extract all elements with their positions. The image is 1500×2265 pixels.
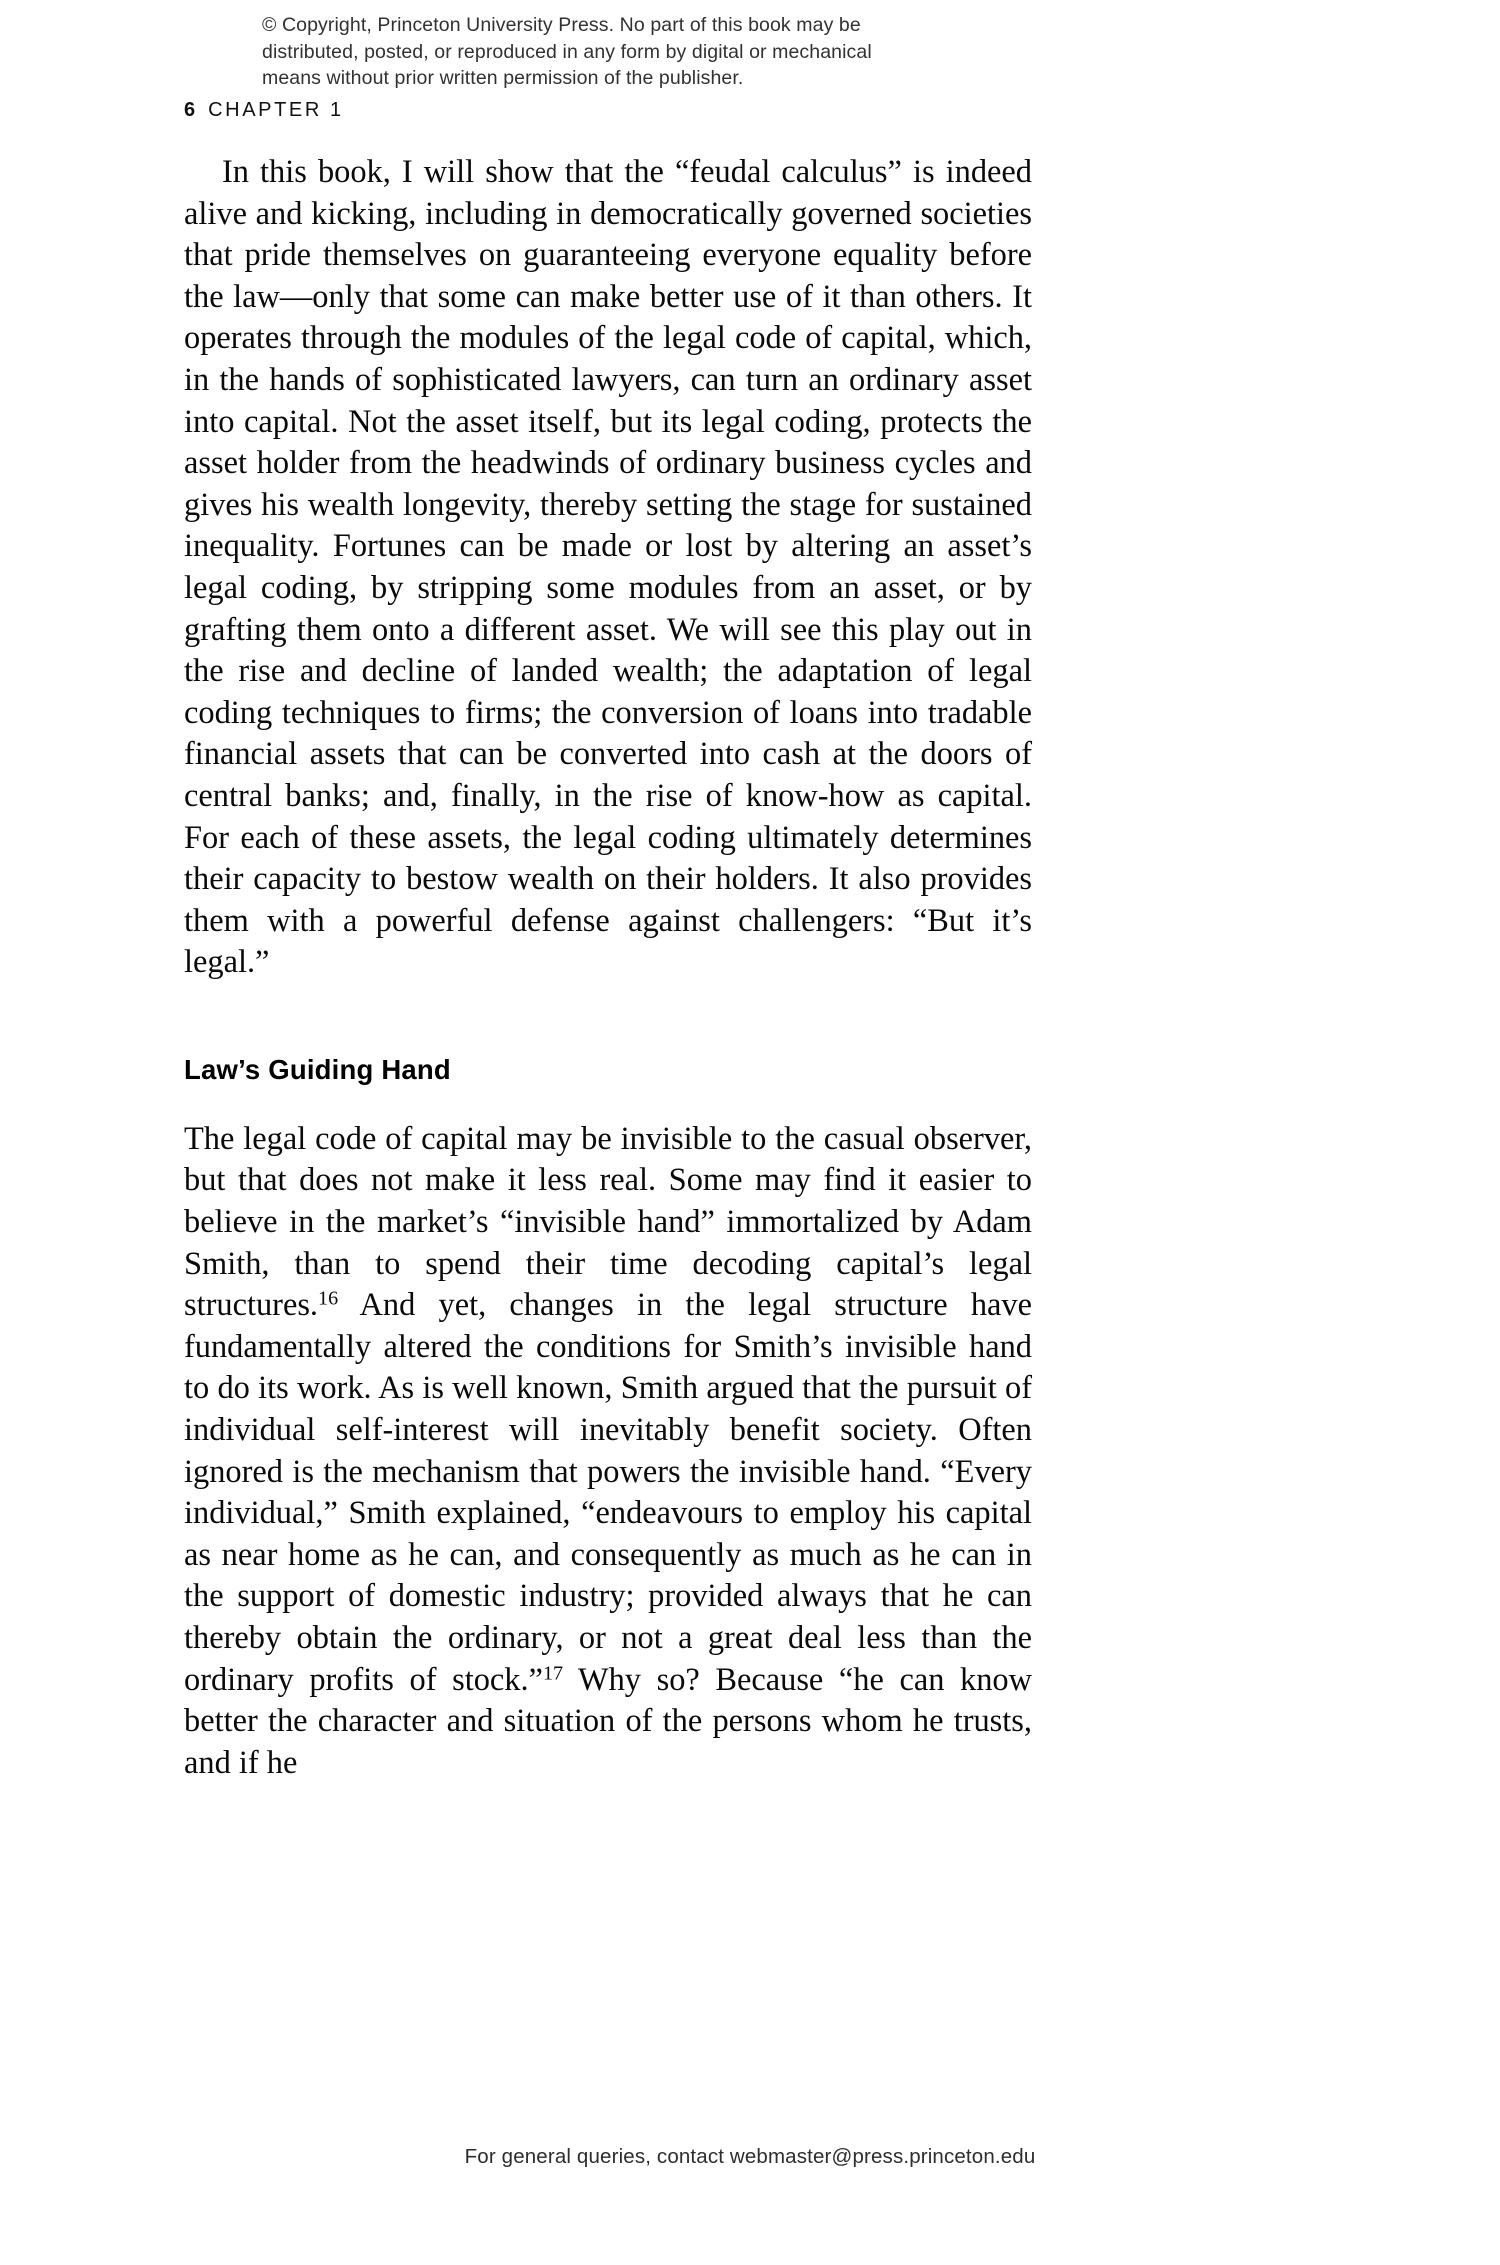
running-head — [184, 99, 344, 122]
footnote-marker-17: 17 — [542, 1662, 564, 1685]
heading-spacer-top — [184, 984, 1032, 1054]
chapter-label: CHAPTER 1 — [208, 99, 344, 121]
body-text-column — [184, 152, 1032, 1784]
paragraph-1: In this book, I will show that the “feudal calculus” is indeed alive and kicking, including in democratically governed societies that pride themselves on guaranteeing everyone equality before the law—only that some can make better use of it than others. It operates through the modules of the legal code of capital, which, in the hands of sophisticated lawyers, can turn an ordinary asset into capital. Not the asset itself, but its legal coding, protects the asset holder from the headwinds of ordinary business cycles and gives his wealth longevity, thereby setting the stage for sustained inequality. Fortunes can be made or lost by altering an asset’s legal coding, by stripping some modules from an asset, or by grafting them onto a different asset. We will see this play out in the rise and decline of landed wealth; the adaptation of legal coding techniques to firms; the conversion of loans into tradable financial assets that can be converted into cash at the doors of central banks; and, finally, in the rise of know-how as capital. For each of these assets, the legal coding ultimately determines their capacity to bestow wealth on their holders. It also provides them with a powerful defense against challengers: “But it’s legal.” — [184, 154, 1032, 981]
copyright-line-3: means without prior written permission of the publisher. — [262, 67, 744, 89]
copyright-line-2: distributed, posted, or reproduced in any form by digital or mechanical — [262, 40, 872, 63]
paragraph-2-segment-1: The legal code of capital may be invisible to the casual observer, but that does not make it less real. Some may find it easier to believe in the market’s “invisible hand” immortalized by Adam Smith, than to spend their time decoding capital’s legal structures. — [184, 1120, 1032, 1324]
paragraph-2-segment-3: Why so? Because “he can know better the character and situation of the persons whom he trusts, and if he — [184, 1661, 1032, 1781]
page-footer: For general queries, contact webmaster@press.princeton.edu — [464, 2145, 1036, 2168]
section-heading-laws-guiding-hand: Law’s Guiding Hand — [184, 1053, 451, 1085]
paragraph-2-segment-2: And yet, changes in the legal structure have fundamentally altered the conditions for Smith’s invisible hand to do its work. As is well known, Smith argued that the pursuit of individual self-interest will inevitably benefit society. Often ignored is the mechanism that powers the invisible hand. “Every individual,” Smith explained, “endeavours to employ his capital as near home as he can, and consequently as much as he can in the support of domestic industry; provided always that he can thereby obtain the ordinary, or not a great deal less than the ordinary profits of stock.” — [184, 1287, 1032, 1698]
page-number: 6 — [184, 99, 196, 121]
paragraph-2 — [184, 1119, 1032, 1785]
footnote-marker-16: 16 — [318, 1287, 339, 1310]
copyright-line-1: © Copyright, Princeton University Press. No part of this book may be — [262, 14, 861, 36]
copyright-notice — [262, 12, 962, 92]
heading-spacer-bottom — [184, 1086, 1032, 1119]
